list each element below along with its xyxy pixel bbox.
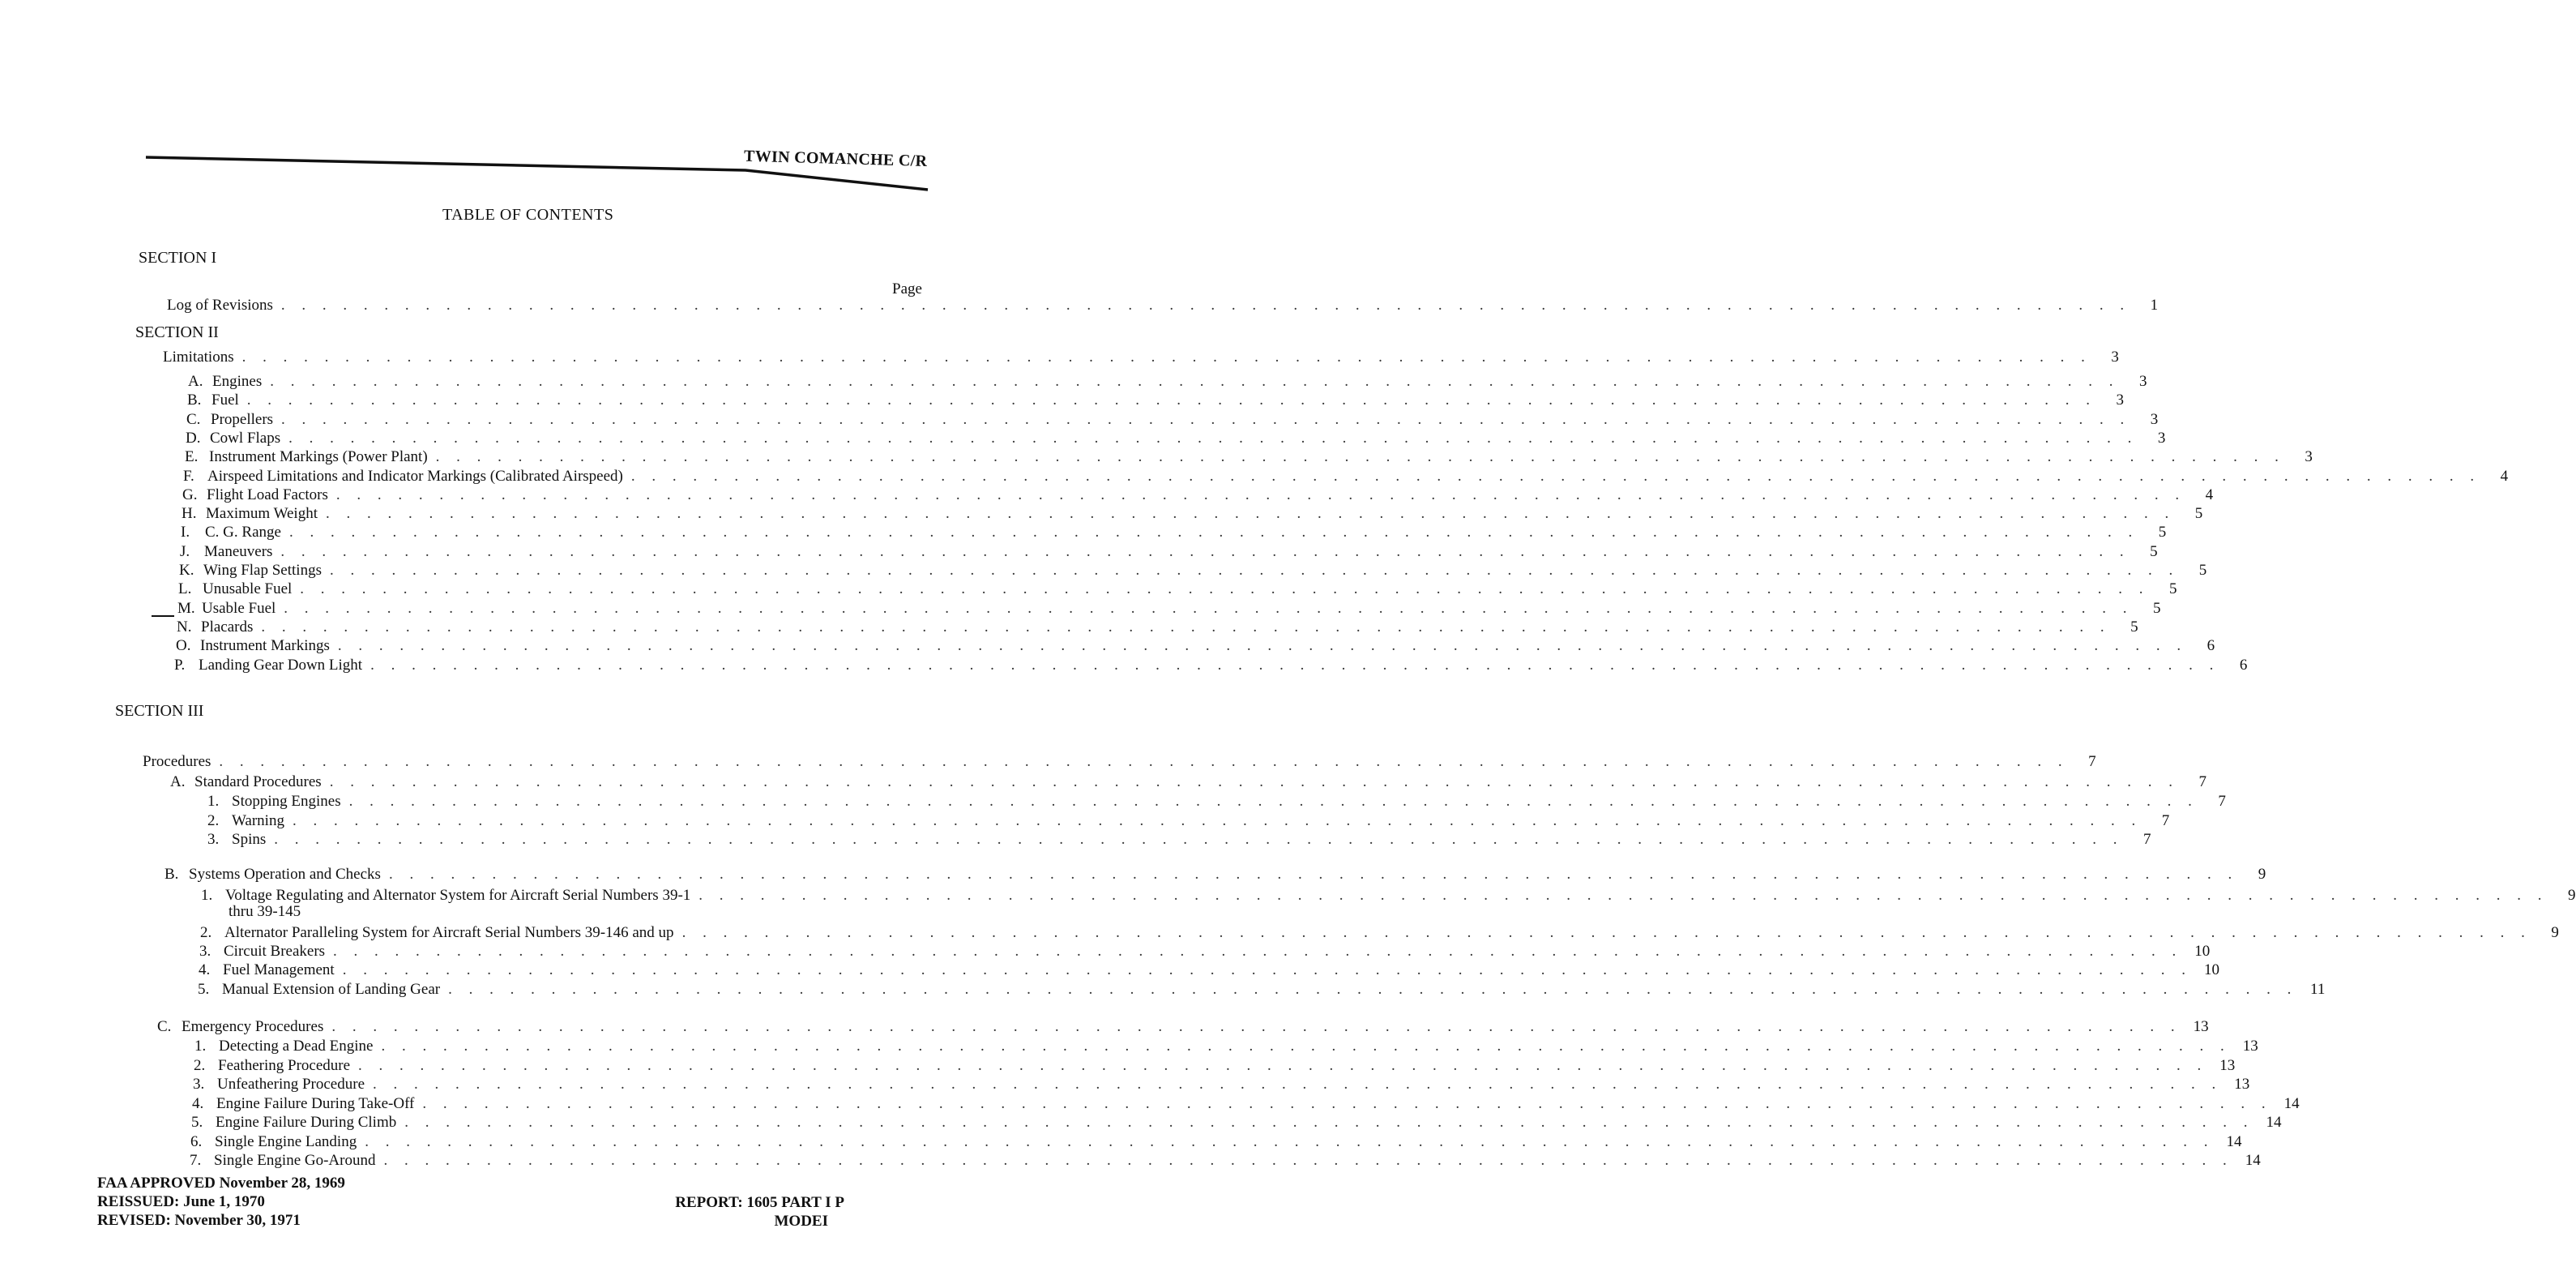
revised-line: REVISED: November 30, 1971 bbox=[97, 1212, 301, 1229]
toc-page-number: 9 bbox=[2551, 924, 2559, 941]
toc-entry-text: Cowl Flaps bbox=[210, 429, 281, 447]
dot-leader: . . . . . . . . . . . . . . . . . . . . . . . . . . . . . . . . . . . . . . . . . . . . . . . . . . . . . . . . . . . . . . . . . . . . . . . . . . . . . . . . . . . . . . . . . . bbox=[404, 1114, 2254, 1131]
dot-leader: . . . . . . . . . . . . . . . . . . . . . . . . . . . . . . . . . . . . . . . . . . . . . . . . . . . . . . . . . . . . . . . . . . . . . . . . . . . . . . . . . . . . . . . . . . bbox=[698, 887, 2548, 904]
toc-page-number: 13 bbox=[2193, 1018, 2209, 1035]
toc-entry[interactable] bbox=[178, 580, 2177, 598]
toc-entry-label: F. bbox=[183, 467, 194, 485]
toc-entry-text: Airspeed Limitations and Indicator Markings (Calibrated Airspeed) bbox=[207, 467, 623, 485]
toc-page-number: 3 bbox=[2150, 410, 2159, 428]
dot-leader: . . . . . . . . . . . . . . . . . . . . . . . . . . . . . . . . . . . . . . . . . . . . . . . . . . . . . . . . . . . . . . . . . . . . . . . . . . . . . . . . . . . . . . . . . . bbox=[422, 1094, 2272, 1112]
toc-entry[interactable] bbox=[194, 1056, 2236, 1075]
toc-entry[interactable] bbox=[179, 562, 2207, 580]
dot-leader: . . . . . . . . . . . . . . . . . . . . . . . . . . . . . . . . . . . . . . . . . . . . . . . . . . . . . . . . . . . . . . . . . . . . . . . . . . . . . . . . . . . . . . . . . . bbox=[288, 429, 2138, 447]
reissued-line: REISSUED: June 1, 1970 bbox=[97, 1193, 265, 1210]
toc-entry-label: L. bbox=[178, 580, 192, 598]
dot-leader: . . . . . . . . . . . . . . . . . . . . . . . . . . . . . . . . . . . . . . . . . . . . . . . . . . . . . . . . . . . . . . . . . . . . . . . . . . . . . . . . . . . . . . . . . . bbox=[383, 1152, 2233, 1169]
toc-page-number: 3 bbox=[2138, 373, 2147, 390]
dot-leader: . . . . . . . . . . . . . . . . . . . . . . . . . . . . . . . . . . . . . . . . . . . . . . . . . . . . . . . . . . . . . . . . . . . . . . . . . . . . . . . . . . . . . . . . . . bbox=[348, 793, 2198, 810]
toc-entry[interactable] bbox=[200, 924, 2559, 942]
toc-page-number: 10 bbox=[2194, 943, 2211, 960]
toc-page-number: 3 bbox=[2305, 448, 2313, 466]
toc-page-number: 9 bbox=[2568, 887, 2576, 904]
dot-leader: . . . . . . . . . . . . . . . . . . . . . . . . . . . . . . . . . . . . . . . . . . . . . . . . . . . . . . . . . . . . . . . . . . . . . . . . . . . . . . . . . . . . . . . . . . bbox=[342, 961, 2192, 978]
toc-entry-label: M. bbox=[177, 599, 195, 617]
dot-leader: . . . . . . . . . . . . . . . . . . . . . . . . . . . . . . . . . . . . . . . . . . . . . . . . . . . . . . . . . . . . . . . . . . . . . . . . . . . . . . . . . . . . . . . . . . bbox=[274, 831, 2124, 848]
dot-leader: . . . . . . . . . . . . . . . . . . . . . . . . . . . . . . . . . . . . . . . . . . . . . . . . . . . . . . . . . . . . . . . . . . . . . . . . . . . . . . . . . . . . . . . . . . bbox=[370, 656, 2220, 674]
toc-page-number: 13 bbox=[2219, 1056, 2236, 1074]
toc-entry[interactable] bbox=[192, 1094, 2300, 1113]
toc-entry[interactable] bbox=[177, 599, 2161, 618]
toc-entry-text: Unusable Fuel bbox=[203, 580, 293, 598]
toc-entry-text: Instrument Markings (Power Plant) bbox=[209, 448, 428, 466]
toc-entry[interactable] bbox=[188, 373, 2147, 391]
section-2-heading: SECTION II bbox=[135, 323, 219, 341]
toc-page-number: 5 bbox=[2130, 618, 2138, 636]
toc-entry[interactable] bbox=[190, 1152, 2261, 1170]
dot-leader: . . . . . . . . . . . . . . . . . . . . . . . . . . . . . . . . . . . . . . . . . . . . . . . . . . . . . . . . . . . . . . . . . . . . . . . . . . . . . . . . . . . . . . . . . . bbox=[373, 1076, 2223, 1093]
toc-entry-label: 3. bbox=[207, 831, 220, 848]
toc-entry-label: 5. bbox=[198, 981, 210, 998]
toc-entry-text: Warning bbox=[232, 811, 284, 829]
toc-page-number: 13 bbox=[2234, 1076, 2250, 1093]
toc-entry-text: Circuit Breakers bbox=[224, 943, 326, 960]
toc-entry-text: Procedures bbox=[143, 753, 211, 770]
toc-page-number: 3 bbox=[2157, 429, 2166, 447]
toc-entry-text: Maximum Weight bbox=[206, 505, 318, 523]
dot-leader: . . . . . . . . . . . . . . . . . . . . . . . . . . . . . . . . . . . . . . . . . . . . . . . . . . . . . . . . . . . . . . . . . . . . . . . . . . . . . . . . . . . . . . . . . . bbox=[365, 1132, 2215, 1150]
toc-entry-label: I. bbox=[181, 524, 190, 541]
toc-entry-label: 2. bbox=[207, 811, 220, 829]
dot-leader: . . . . . . . . . . . . . . . . . . . . . . . . . . . . . . . . . . . . . . . . . . . . . . . . . . . . . . . . . . . . . . . . . . . . . . . . . . . . . . . . . . . . . . . . . . bbox=[281, 410, 2131, 428]
dot-leader: . . . . . . . . . . . . . . . . . . . . . . . . . . . . . . . . . . . . . . . . . . . . . . . . . . . . . . . . . . . . . . . . . . . . . . . . . . . . . . . . . . . . . . . . . . bbox=[448, 981, 2298, 998]
toc-entry[interactable] bbox=[207, 831, 2151, 849]
faa-approved-line: FAA APPROVED November 28, 1969 bbox=[97, 1175, 345, 1192]
toc-entry-text: Placards bbox=[201, 618, 254, 636]
toc-entry-label: A. bbox=[170, 773, 186, 790]
report-number: REPORT: 1605 PART I P bbox=[675, 1194, 844, 1211]
toc-page-number: 5 bbox=[2153, 599, 2161, 617]
dot-leader: . . . . . . . . . . . . . . . . . . . . . . . . . . . . . . . . . . . . . . . . . . . . . . . . . . . . . . . . . . . . . . . . . . . . . . . . . . . . . . . . . . . . . . . . . . bbox=[284, 599, 2134, 617]
toc-entry-label: G. bbox=[182, 486, 198, 503]
toc-entry-text: Single Engine Landing bbox=[215, 1132, 357, 1150]
toc-entry-label: P. bbox=[174, 656, 186, 674]
dot-leader: . . . . . . . . . . . . . . . . . . . . . . . . . . . . . . . . . . . . . . . . . . . . . . . . . . . . . . . . . . . . . . . . . . . . . . . . . . . . . . . . . . . . . . . . . . bbox=[288, 524, 2139, 541]
toc-entry-text: Engine Failure During Climb bbox=[216, 1114, 397, 1131]
dot-leader: . . . . . . . . . . . . . . . . . . . . . . . . . . . . . . . . . . . . . . . . . . . . . . . . . . . . . . . . . . . . . . . . . . . . . . . . . . . . . . . . . . . . . . . . . . bbox=[630, 467, 2481, 485]
toc-page-number: 11 bbox=[2310, 981, 2326, 998]
toc-entry-text: Engines bbox=[212, 373, 263, 390]
dot-leader: . . . . . . . . . . . . . . . . . . . . . . . . . . . . . . . . . . . . . . . . . . . . . . . . . . . . . . . . . . . . . . . . . . . . . . . . . . . . . . . . . . . . . . . . . . bbox=[246, 392, 2097, 409]
toc-entry-label: 3. bbox=[199, 943, 211, 960]
toc-entry-label: B. bbox=[187, 392, 202, 409]
toc-entry-continuation: thru 39-145 bbox=[229, 903, 301, 920]
toc-group-title[interactable] bbox=[164, 866, 2266, 884]
toc-page-number: 5 bbox=[2194, 505, 2203, 523]
toc-entry-label: 2. bbox=[200, 924, 212, 941]
toc-entry-text: Feathering Procedure bbox=[218, 1056, 351, 1074]
dot-leader: . . . . . . . . . . . . . . . . . . . . . . . . . . . . . . . . . . . . . . . . . . . . . . . . . . . . . . . . . . . . . . . . . . . . . . . . . . . . . . . . . . . . . . . . . . bbox=[300, 580, 2150, 598]
toc-entry-text: Voltage Regulating and Alternator System for Aircraft Serial Numbers 39-1 bbox=[225, 887, 691, 904]
toc-entry-label: 3. bbox=[193, 1076, 205, 1093]
toc-entry[interactable] bbox=[191, 1114, 2282, 1132]
toc-entry[interactable] bbox=[186, 429, 2166, 447]
toc-page-number: 7 bbox=[2218, 793, 2226, 810]
footer-report-block bbox=[650, 1193, 844, 1230]
toc-entry-text: Systems Operation and Checks bbox=[189, 866, 381, 883]
toc-group-title[interactable] bbox=[157, 1018, 2209, 1036]
toc-entry-text: Limitations bbox=[163, 349, 234, 366]
toc-entry-text: C. G. Range bbox=[205, 524, 281, 541]
toc-entry[interactable] bbox=[198, 981, 2326, 999]
toc-entry[interactable] bbox=[177, 618, 2138, 636]
toc-entry-label: J. bbox=[180, 542, 190, 560]
dot-leader: . . . . . . . . . . . . . . . . . . . . . . . . . . . . . . . . . . . . . . . . . . . . . . . . . . . . . . . . . . . . . . . . . . . . . . . . . . . . . . . . . . . . . . . . . . bbox=[435, 448, 2285, 466]
toc-entry-text: Instrument Markings bbox=[200, 637, 330, 655]
toc-entry[interactable] bbox=[186, 410, 2159, 429]
toc-entry-label: B. bbox=[164, 866, 179, 883]
toc-entry-text: Unfeathering Procedure bbox=[217, 1076, 365, 1093]
toc-entry-label: H. bbox=[182, 505, 197, 523]
dot-leader: . . . . . . . . . . . . . . . . . . . . . . . . . . . . . . . . . . . . . . . . . . . . . . . . . . . . . . . . . . . . . . . . . . . . . . . . . . . . . . . . . . . . . . . . . . bbox=[280, 542, 2130, 560]
section-3-heading: SECTION III bbox=[115, 702, 204, 720]
toc-entry[interactable] bbox=[194, 1038, 2258, 1055]
toc-entry-text: Landing Gear Down Light bbox=[199, 656, 363, 674]
toc-entry[interactable] bbox=[207, 793, 2226, 811]
toc-entry[interactable] bbox=[199, 943, 2211, 961]
toc-subsection-title[interactable] bbox=[163, 349, 2119, 366]
dot-leader: . . . . . . . . . . . . . . . . . . . . . . . . . . . . . . . . . . . . . . . . . . . . . . . . . . . . . . . . . . . . . . . . . . . . . . . . . . . . . . . . . . . . . . . . . . bbox=[333, 943, 2183, 960]
dot-leader: . . . . . . . . . . . . . . . . . . . . . . . . . . . . . . . . . . . . . . . . . . . . . . . . . . . . . . . . . . . . . . . . . . . . . . . . . . . . . . . . . . . . . . . . . . bbox=[329, 773, 2179, 790]
dot-leader: . . . . . . . . . . . . . . . . . . . . . . . . . . . . . . . . . . . . . . . . . . . . . . . . . . . . . . . . . . . . . . . . . . . . . . . . . . . . . . . . . . . . . . . . . . bbox=[681, 924, 2531, 941]
toc-page-number: 1 bbox=[2150, 297, 2159, 314]
toc-entry-text: Flight Load Factors bbox=[207, 486, 328, 503]
toc-page-number: 3 bbox=[2111, 349, 2119, 366]
toc-entry[interactable] bbox=[182, 505, 2203, 523]
dot-leader: . . . . . . . . . . . . . . . . . . . . . . . . . . . . . . . . . . . . . . . . . . . . . . . . . . . . . . . . . . . . . . . . . . . . . . . . . . . . . . . . . . . . . . . . . . bbox=[381, 1038, 2231, 1055]
toc-entry-label: 5. bbox=[191, 1114, 203, 1131]
toc-entry[interactable] bbox=[187, 392, 2125, 409]
toc-page-number: 4 bbox=[2205, 486, 2214, 503]
dot-leader: . . . . . . . . . . . . . . . . . . . . . . . . . . . . . . . . . . . . . . . . . . . . . . . . . . . . . . . . . . . . . . . . . . . . . . . . . . . . . . . . . . . . . . . . . . bbox=[219, 753, 2069, 770]
toc-entry-label: 2. bbox=[194, 1056, 206, 1074]
toc-entry-label: K. bbox=[179, 562, 194, 579]
model-line: MODEI bbox=[774, 1213, 828, 1230]
toc-entry[interactable] bbox=[190, 1132, 2242, 1151]
toc-page-number: 14 bbox=[2226, 1132, 2242, 1150]
dot-leader: . . . . . . . . . . . . . . . . . . . . . . . . . . . . . . . . . . . . . . . . . . . . . . . . . . . . . . . . . . . . . . . . . . . . . . . . . . . . . . . . . . . . . . . . . . bbox=[388, 866, 2239, 883]
toc-group-title[interactable] bbox=[170, 773, 2206, 791]
toc-page-number: 5 bbox=[2158, 524, 2167, 541]
toc-entry[interactable] bbox=[199, 961, 2219, 979]
toc-entry[interactable] bbox=[201, 887, 2576, 905]
toc-page-number: 7 bbox=[2088, 753, 2096, 770]
toc-entry-label: 1. bbox=[207, 793, 220, 810]
toc-entry[interactable] bbox=[181, 524, 2167, 541]
toc-entry-text: Wing Flap Settings bbox=[203, 562, 322, 579]
toc-entry-label: 7. bbox=[190, 1152, 202, 1169]
dot-leader: . . . . . . . . . . . . . . . . . . . . . . . . . . . . . . . . . . . . . . . . . . . . . . . . . . . . . . . . . . . . . . . . . . . . . . . . . . . . . . . . . . . . . . . . . . bbox=[270, 373, 2120, 390]
dot-leader: . . . . . . . . . . . . . . . . . . . . . . . . . . . . . . . . . . . . . . . . . . . . . . . . . . . . . . . . . . . . . . . . . . . . . . . . . . . . . . . . . . . . . . . . . . bbox=[331, 1018, 2181, 1035]
toc-page-number: 5 bbox=[2150, 542, 2158, 560]
toc-page-number: 13 bbox=[2242, 1038, 2258, 1055]
footer-approval-block bbox=[97, 1174, 345, 1230]
toc-entry-text: Detecting a Dead Engine bbox=[219, 1038, 374, 1055]
toc-entry-text: Fuel bbox=[211, 392, 239, 409]
toc-page-number: 7 bbox=[2161, 811, 2170, 829]
toc-entry-label: N. bbox=[177, 618, 192, 636]
toc-page-number: 14 bbox=[2283, 1094, 2300, 1112]
toc-entry-label: A. bbox=[188, 373, 203, 390]
page-column-label: Page bbox=[892, 280, 922, 297]
document-header-title: TWIN COMANCHE C/R bbox=[743, 147, 928, 170]
toc-entry[interactable] bbox=[176, 637, 2215, 655]
toc-entry[interactable] bbox=[185, 448, 2313, 466]
toc-entry-text: Log of Revisions bbox=[167, 297, 273, 314]
toc-subsection-title[interactable] bbox=[143, 753, 2096, 771]
toc-entry[interactable] bbox=[174, 656, 2248, 674]
section-1-heading: SECTION I bbox=[139, 249, 217, 267]
dot-leader: . . . . . . . . . . . . . . . . . . . . . . . . . . . . . . . . . . . . . . . . . . . . . . . . . . . . . . . . . . . . . . . . . . . . . . . . . . . . . . . . . . . . . . . . . . bbox=[280, 297, 2131, 314]
toc-page-number: 6 bbox=[2206, 637, 2215, 655]
toc-page-number: 5 bbox=[2198, 562, 2207, 579]
toc-entry-label: O. bbox=[176, 637, 191, 655]
toc-entry-label: C. bbox=[186, 410, 201, 428]
toc-page-number: 3 bbox=[2116, 392, 2125, 409]
toc-entry[interactable] bbox=[183, 467, 2509, 486]
dot-leader: . . . . . . . . . . . . . . . . . . . . . . . . . . . . . . . . . . . . . . . . . . . . . . . . . . . . . . . . . . . . . . . . . . . . . . . . . . . . . . . . . . . . . . . . . . bbox=[329, 562, 2180, 579]
toc-entry-label: 4. bbox=[192, 1094, 204, 1112]
dot-leader: . . . . . . . . . . . . . . . . . . . . . . . . . . . . . . . . . . . . . . . . . . . . . . . . . . . . . . . . . . . . . . . . . . . . . . . . . . . . . . . . . . . . . . . . . . bbox=[261, 618, 2111, 636]
toc-entry[interactable] bbox=[180, 542, 2158, 561]
toc-entry[interactable] bbox=[193, 1076, 2250, 1094]
toc-entry[interactable] bbox=[182, 486, 2214, 504]
toc-entry-text: Engine Failure During Take-Off bbox=[216, 1094, 415, 1112]
toc-entry-text: Stopping Engines bbox=[232, 793, 341, 810]
dot-leader: . . . . . . . . . . . . . . . . . . . . . . . . . . . . . . . . . . . . . . . . . . . . . . . . . . . . . . . . . . . . . . . . . . . . . . . . . . . . . . . . . . . . . . . . . . bbox=[358, 1056, 2208, 1074]
toc-entry-label: 1. bbox=[194, 1038, 207, 1055]
toc-entry-label: D. bbox=[186, 429, 201, 447]
dot-leader: . . . . . . . . . . . . . . . . . . . . . . . . . . . . . . . . . . . . . . . . . . . . . . . . . . . . . . . . . . . . . . . . . . . . . . . . . . . . . . . . . . . . . . . . . . bbox=[335, 486, 2186, 503]
toc-entry-label: 4. bbox=[199, 961, 211, 978]
toc-page-number: 10 bbox=[2203, 961, 2219, 978]
toc-page-number: 7 bbox=[2198, 773, 2206, 790]
dot-leader: . . . . . . . . . . . . . . . . . . . . . . . . . . . . . . . . . . . . . . . . . . . . . . . . . . . . . . . . . . . . . . . . . . . . . . . . . . . . . . . . . . . . . . . . . . bbox=[241, 349, 2091, 366]
toc-entry-text: Usable Fuel bbox=[202, 599, 276, 617]
toc-page-number: 14 bbox=[2266, 1114, 2282, 1131]
toc-entry-label: C. bbox=[157, 1018, 172, 1035]
toc-entry-text: Alternator Paralleling System for Aircraft Serial Numbers 39-146 and up bbox=[224, 924, 674, 941]
dot-leader: . . . . . . . . . . . . . . . . . . . . . . . . . . . . . . . . . . . . . . . . . . . . . . . . . . . . . . . . . . . . . . . . . . . . . . . . . . . . . . . . . . . . . . . . . . bbox=[292, 811, 2142, 829]
toc-entry[interactable] bbox=[207, 811, 2170, 830]
toc-entry[interactable] bbox=[167, 297, 2159, 315]
dot-leader: . . . . . . . . . . . . . . . . . . . . . . . . . . . . . . . . . . . . . . . . . . . . . . . . . . . . . . . . . . . . . . . . . . . . . . . . . . . . . . . . . . . . . . . . . . bbox=[325, 505, 2176, 523]
dot-leader: . . . . . . . . . . . . . . . . . . . . . . . . . . . . . . . . . . . . . . . . . . . . . . . . . . . . . . . . . . . . . . . . . . . . . . . . . . . . . . . . . . . . . . . . . . bbox=[337, 637, 2188, 655]
toc-entry-label: E. bbox=[185, 448, 199, 466]
toc-page-number: 6 bbox=[2239, 656, 2248, 674]
toc-entry-text: Fuel Management bbox=[223, 961, 335, 978]
toc-entry-text: Emergency Procedures bbox=[182, 1018, 324, 1035]
toc-entry-label: 6. bbox=[190, 1132, 203, 1150]
toc-page-number: 4 bbox=[2500, 467, 2509, 485]
toc-entry-text: Propellers bbox=[211, 410, 274, 428]
toc-entry-text: Standard Procedures bbox=[194, 773, 322, 790]
toc-title: TABLE OF CONTENTS bbox=[442, 206, 614, 224]
toc-entry-text: Manual Extension of Landing Gear bbox=[222, 981, 441, 998]
toc-entry-text: Single Engine Go-Around bbox=[214, 1152, 376, 1169]
toc-page-number: 5 bbox=[2169, 580, 2177, 598]
toc-page-number: 9 bbox=[2258, 866, 2266, 883]
toc-page-number: 7 bbox=[2143, 831, 2151, 848]
toc-entry-text: Maneuvers bbox=[204, 542, 273, 560]
toc-entry-label: 1. bbox=[201, 887, 213, 904]
toc-entry-text: Spins bbox=[232, 831, 267, 848]
toc-page-number: 14 bbox=[2245, 1152, 2261, 1169]
